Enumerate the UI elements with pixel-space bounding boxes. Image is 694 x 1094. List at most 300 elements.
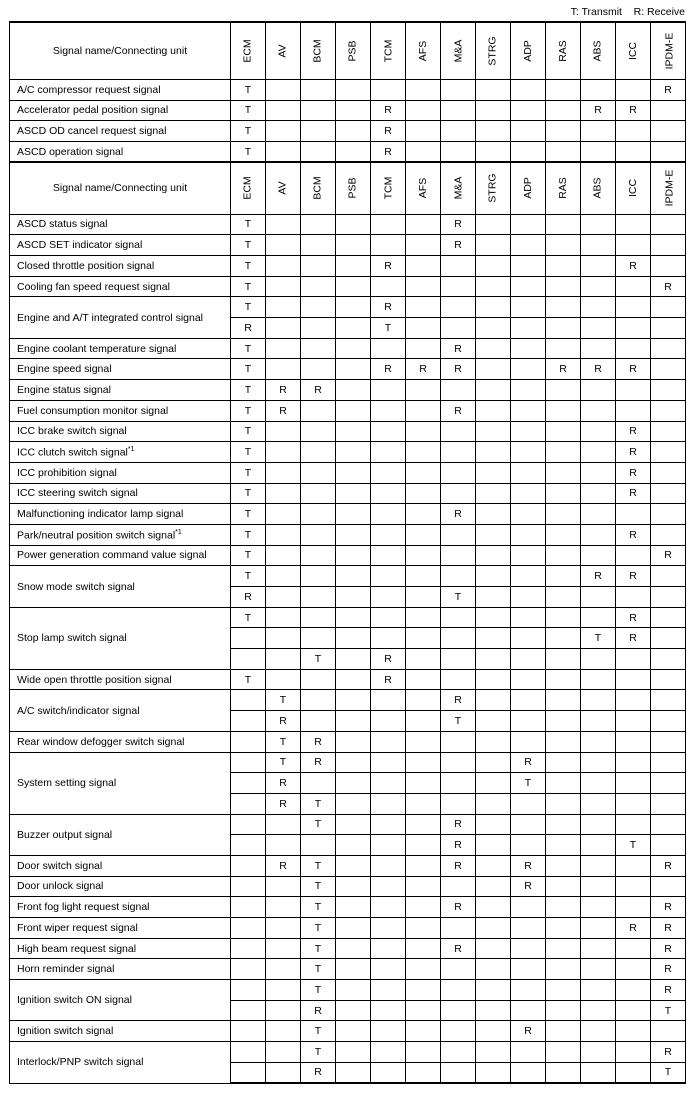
signal-name-text: Park/neutral position switch signal	[17, 529, 176, 542]
signal-cell	[511, 566, 546, 587]
signal-cell	[266, 1042, 301, 1063]
signal-cell	[301, 773, 336, 794]
signal-cell	[266, 814, 301, 835]
signal-cell	[266, 442, 301, 463]
signal-cell	[336, 649, 371, 670]
signal-cell: T	[231, 100, 266, 121]
signal-cell	[336, 855, 371, 876]
signal-cell	[651, 793, 686, 814]
signal-cell	[581, 214, 616, 235]
signal-cell: T	[301, 649, 336, 670]
unit-header	[511, 162, 546, 214]
signal-cell	[336, 121, 371, 142]
signal-cell	[616, 855, 651, 876]
unit-header	[371, 162, 406, 214]
signal-cell	[231, 980, 266, 1001]
unit-header-label: AFS	[416, 40, 429, 62]
signal-cell	[406, 835, 441, 856]
signal-cell	[616, 752, 651, 773]
signal-name	[10, 938, 231, 959]
signal-cell	[476, 587, 511, 608]
table-row	[10, 462, 686, 483]
signal-cell	[511, 400, 546, 421]
signal-cell: T	[231, 359, 266, 380]
signal-cell	[616, 731, 651, 752]
signal-cell	[476, 711, 511, 732]
signal-cell	[231, 1042, 266, 1063]
signal-cell: R	[651, 959, 686, 980]
signal-cell	[231, 876, 266, 897]
signal-cell: R	[266, 400, 301, 421]
unit-header	[476, 162, 511, 214]
signal-cell	[406, 1042, 441, 1063]
signal-cell	[336, 545, 371, 566]
signal-name-text: Rear window defogger switch signal	[17, 735, 185, 748]
signal-cell	[546, 959, 581, 980]
signal-cell	[546, 1042, 581, 1063]
signal-name-text: ASCD SET indicator signal	[17, 239, 143, 252]
signal-cell: T	[441, 587, 476, 608]
signal-cell	[406, 897, 441, 918]
signal-cell	[546, 773, 581, 794]
signal-cell	[581, 835, 616, 856]
signal-cell	[581, 980, 616, 1001]
unit-header-label: BCM	[312, 176, 324, 201]
signal-cell	[546, 79, 581, 100]
signal-cell	[581, 421, 616, 442]
signal-cell	[546, 297, 581, 318]
signal-cell	[581, 1042, 616, 1063]
signal-cell: T	[301, 793, 336, 814]
signal-cell	[371, 731, 406, 752]
signal-cell	[651, 607, 686, 628]
signal-cell	[581, 897, 616, 918]
unit-header-label: M&A	[451, 176, 464, 200]
signal-cell	[616, 587, 651, 608]
signal-cell	[511, 1062, 546, 1083]
signal-cell	[476, 400, 511, 421]
signal-cell	[651, 359, 686, 380]
signal-cell	[546, 1062, 581, 1083]
signal-cell	[616, 79, 651, 100]
signal-cell	[406, 338, 441, 359]
signal-cell: R	[266, 711, 301, 732]
signal-name	[10, 959, 231, 980]
signal-cell: T	[301, 855, 336, 876]
signal-cell	[616, 338, 651, 359]
table-row	[10, 421, 686, 442]
signal-cell	[616, 959, 651, 980]
signal-cell	[511, 628, 546, 649]
table-row	[10, 918, 686, 939]
table-row	[10, 876, 686, 897]
signal-cell: R	[441, 504, 476, 525]
unit-header	[616, 22, 651, 79]
signal-cell	[581, 711, 616, 732]
signal-cell: T	[231, 235, 266, 256]
signal-cell	[441, 141, 476, 162]
signal-cell	[266, 359, 301, 380]
signal-cell	[371, 855, 406, 876]
signal-cell	[616, 1062, 651, 1083]
unit-header-label: M&A	[451, 39, 464, 63]
signal-cell	[371, 897, 406, 918]
signal-cell	[371, 462, 406, 483]
signal-cell	[441, 256, 476, 277]
signal-cell	[476, 918, 511, 939]
signal-cell	[266, 959, 301, 980]
signal-cell	[336, 835, 371, 856]
signal-name-text: Ignition switch ON signal	[17, 994, 132, 1007]
signal-cell	[441, 1000, 476, 1021]
signal-cell	[476, 380, 511, 401]
signal-cell	[651, 814, 686, 835]
signal-cell	[511, 959, 546, 980]
signal-cell	[616, 235, 651, 256]
signal-cell: R	[371, 649, 406, 670]
unit-header	[301, 162, 336, 214]
signal-cell	[546, 504, 581, 525]
signal-name-text: ICC steering switch signal	[17, 487, 138, 500]
signal-cell	[511, 100, 546, 121]
signal-cell: R	[616, 524, 651, 545]
table-row	[10, 1021, 686, 1042]
signal-cell	[581, 690, 616, 711]
signal-cell	[336, 1000, 371, 1021]
signal-name	[10, 876, 231, 897]
signal-cell	[406, 214, 441, 235]
signal-cell	[581, 855, 616, 876]
signal-cell	[546, 121, 581, 142]
unit-header	[406, 162, 441, 214]
unit-header-label: ADP	[522, 40, 534, 62]
signal-cell	[441, 959, 476, 980]
table-row	[10, 214, 686, 235]
signal-cell: R	[651, 545, 686, 566]
signal-cell	[301, 276, 336, 297]
signal-cell	[476, 690, 511, 711]
signal-cell	[546, 649, 581, 670]
signal-cell	[371, 380, 406, 401]
table-row	[10, 442, 686, 463]
signal-cell	[266, 256, 301, 277]
signal-cell	[406, 276, 441, 297]
signal-cell	[406, 141, 441, 162]
signal-name	[10, 814, 231, 855]
signal-cell	[266, 121, 301, 142]
signal-cell	[266, 483, 301, 504]
signal-cell	[651, 235, 686, 256]
signal-cell	[616, 214, 651, 235]
signal-cell	[231, 731, 266, 752]
unit-header	[581, 162, 616, 214]
signal-cell	[371, 814, 406, 835]
unit-header	[301, 22, 336, 79]
signal-cell	[441, 524, 476, 545]
signal-cell	[581, 141, 616, 162]
signal-cell	[476, 442, 511, 463]
signal-cell	[476, 938, 511, 959]
signal-name	[10, 731, 231, 752]
signal-cell: T	[581, 628, 616, 649]
signal-cell	[336, 318, 371, 339]
signal-cell	[301, 524, 336, 545]
signal-cell: T	[616, 835, 651, 856]
table-row	[10, 121, 686, 142]
unit-header	[406, 22, 441, 79]
signal-name-text: Cooling fan speed request signal	[17, 280, 170, 293]
signal-cell	[301, 421, 336, 442]
signal-name	[10, 276, 231, 297]
signal-name	[10, 359, 231, 380]
signal-cell: T	[231, 442, 266, 463]
signal-cell	[511, 421, 546, 442]
signal-cell	[301, 462, 336, 483]
signal-name-text: Engine and A/T integrated control signal	[17, 311, 204, 324]
signal-name-text: Accelerator pedal position signal	[17, 104, 169, 117]
signal-name	[10, 380, 231, 401]
signal-cell	[336, 669, 371, 690]
signal-cell	[371, 959, 406, 980]
table-row	[10, 566, 686, 587]
signal-name-text: A/C compressor request signal	[17, 83, 161, 96]
signal-cell	[301, 566, 336, 587]
signal-cell	[371, 938, 406, 959]
signal-cell	[441, 773, 476, 794]
signal-name-text: A/C switch/indicator signal	[17, 704, 140, 717]
signal-cell	[336, 79, 371, 100]
signal-cell	[511, 524, 546, 545]
signal-name-text: Buzzer output signal	[17, 828, 113, 841]
signal-cell	[406, 793, 441, 814]
signal-cell	[336, 235, 371, 256]
signal-cell: R	[301, 752, 336, 773]
signal-cell	[371, 504, 406, 525]
signal-cell	[301, 607, 336, 628]
signal-cell	[231, 1062, 266, 1083]
signal-name	[10, 141, 231, 162]
signal-cell	[371, 752, 406, 773]
signal-cell	[476, 1062, 511, 1083]
signal-cell	[336, 100, 371, 121]
signal-cell	[651, 141, 686, 162]
signal-cell	[336, 628, 371, 649]
signal-cell	[406, 442, 441, 463]
signal-cell	[476, 814, 511, 835]
unit-header-label: ADP	[522, 177, 534, 200]
signal-cell	[336, 690, 371, 711]
signal-cell	[406, 711, 441, 732]
signal-cell: R	[651, 897, 686, 918]
signal-cell: T	[301, 876, 336, 897]
signal-cell	[616, 980, 651, 1001]
signal-cell	[266, 1000, 301, 1021]
unit-header	[441, 162, 476, 214]
signal-cell	[476, 318, 511, 339]
signal-cell	[546, 690, 581, 711]
signal-cell	[441, 483, 476, 504]
signal-cell	[546, 421, 581, 442]
signal-cell	[581, 731, 616, 752]
signal-cell	[301, 100, 336, 121]
signal-cell: R	[441, 938, 476, 959]
signal-cell	[546, 1021, 581, 1042]
signal-cell	[336, 421, 371, 442]
signal-cell	[616, 938, 651, 959]
signal-cell	[406, 421, 441, 442]
signal-cell	[511, 359, 546, 380]
signal-cell	[651, 649, 686, 670]
signal-cell	[476, 773, 511, 794]
signal-cell	[651, 400, 686, 421]
signal-cell	[406, 607, 441, 628]
signal-cell: T	[301, 959, 336, 980]
signal-cell	[476, 338, 511, 359]
signal-cell: R	[581, 100, 616, 121]
signal-cell	[616, 121, 651, 142]
signal-cell	[266, 876, 301, 897]
signal-cell	[651, 752, 686, 773]
signal-cell	[511, 318, 546, 339]
signal-cell	[546, 380, 581, 401]
signal-name-text: Front wiper request signal	[17, 921, 138, 934]
table-body	[10, 22, 686, 1083]
signal-cell	[581, 649, 616, 670]
signal-cell	[546, 731, 581, 752]
signal-cell: R	[651, 918, 686, 939]
signal-cell	[441, 442, 476, 463]
signal-cell	[231, 773, 266, 794]
signal-cell	[266, 318, 301, 339]
signal-cell	[336, 587, 371, 608]
signal-cell: T	[266, 731, 301, 752]
signal-cell	[406, 524, 441, 545]
signal-cell	[546, 938, 581, 959]
signal-cell	[476, 628, 511, 649]
signal-cell	[511, 504, 546, 525]
signal-cell	[371, 338, 406, 359]
signal-cell	[476, 141, 511, 162]
signal-cell	[651, 483, 686, 504]
signal-cell	[371, 607, 406, 628]
signal-cell: R	[441, 214, 476, 235]
signal-cell: T	[301, 980, 336, 1001]
unit-header-label: ECM	[242, 176, 254, 201]
signal-cell: R	[441, 400, 476, 421]
unit-header	[231, 22, 266, 79]
signal-cell: R	[581, 359, 616, 380]
signal-cell	[546, 318, 581, 339]
signal-cell	[511, 793, 546, 814]
signal-name	[10, 256, 231, 277]
signal-cell	[476, 297, 511, 318]
signal-cell	[371, 1000, 406, 1021]
signal-cell	[616, 669, 651, 690]
signal-cell: R	[371, 121, 406, 142]
signal-cell	[476, 897, 511, 918]
signal-cell	[406, 938, 441, 959]
signal-name-text: Engine coolant temperature signal	[17, 342, 177, 355]
signal-name	[10, 79, 231, 100]
signal-name-text: Front fog light request signal	[17, 901, 150, 914]
signal-name-text: ICC clutch switch signal	[17, 446, 128, 459]
signal-cell	[336, 483, 371, 504]
signal-cell	[511, 483, 546, 504]
signal-cell	[476, 649, 511, 670]
signal-cell	[616, 297, 651, 318]
signal-cell	[651, 690, 686, 711]
signal-cell	[371, 566, 406, 587]
signal-cell: R	[616, 566, 651, 587]
signal-cell	[441, 793, 476, 814]
signal-cell	[476, 959, 511, 980]
signal-cell	[476, 256, 511, 277]
signal-cell	[301, 121, 336, 142]
signal-cell: T	[511, 773, 546, 794]
signal-cell	[476, 545, 511, 566]
signal-cell: R	[441, 897, 476, 918]
signal-cell	[476, 462, 511, 483]
signal-cell	[231, 959, 266, 980]
signal-cell	[406, 235, 441, 256]
signal-cell: T	[301, 897, 336, 918]
unit-header-label: IPDM-E	[663, 170, 676, 207]
signal-cell	[441, 628, 476, 649]
unit-header-label: AV	[276, 181, 289, 195]
signal-cell	[581, 959, 616, 980]
signal-cell	[301, 79, 336, 100]
signal-cell	[581, 938, 616, 959]
signal-cell	[371, 918, 406, 939]
unit-header-label: TCM	[382, 39, 394, 63]
unit-header-label: RAS	[557, 177, 569, 200]
signal-cell	[406, 1000, 441, 1021]
table-row	[10, 141, 686, 162]
table-row	[10, 938, 686, 959]
signal-name-text: Door switch signal	[17, 859, 103, 872]
signal-cell: R	[301, 1000, 336, 1021]
unit-header	[476, 22, 511, 79]
signal-name-text: High beam request signal	[17, 942, 137, 955]
signal-cell	[406, 483, 441, 504]
unit-header	[546, 22, 581, 79]
signal-cell	[266, 587, 301, 608]
signal-cell	[511, 649, 546, 670]
signal-cell: T	[231, 483, 266, 504]
signal-cell: R	[371, 669, 406, 690]
signal-cell: R	[616, 483, 651, 504]
signal-cell	[266, 1021, 301, 1042]
signal-cell	[336, 918, 371, 939]
signal-cell: T	[231, 121, 266, 142]
signal-cell	[371, 628, 406, 649]
signal-cell	[371, 421, 406, 442]
signal-cell	[266, 462, 301, 483]
signal-cell	[511, 121, 546, 142]
signal-cell	[336, 1042, 371, 1063]
signal-cell: R	[651, 1042, 686, 1063]
signal-name	[10, 918, 231, 939]
signal-cell	[301, 235, 336, 256]
signal-cell	[371, 1021, 406, 1042]
signal-name	[10, 607, 231, 669]
signal-cell: R	[406, 359, 441, 380]
signal-cell	[441, 276, 476, 297]
signal-cell	[651, 524, 686, 545]
signal-cell	[301, 338, 336, 359]
signal-cell	[231, 793, 266, 814]
signal-cell	[301, 297, 336, 318]
